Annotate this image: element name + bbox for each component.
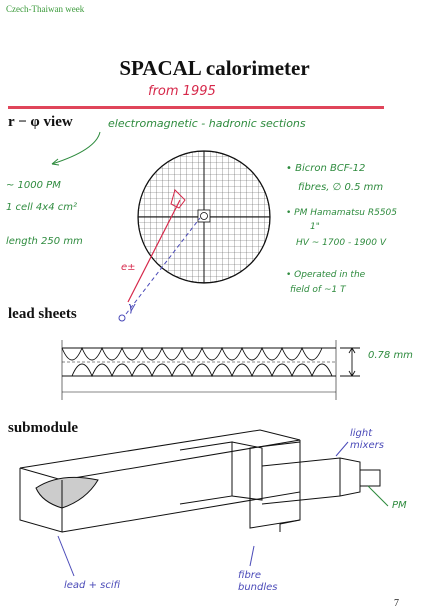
length-note: length 250 mm xyxy=(6,236,83,247)
particle-gamma-label: γ xyxy=(128,300,136,314)
thickness-note: 0.78 mm xyxy=(368,350,413,361)
fibre-bundles-note: fibre bundles xyxy=(238,570,278,593)
page-title: SPACAL calorimeter xyxy=(119,56,310,80)
particle-electron-label: e± xyxy=(121,262,136,273)
em-note-arrow xyxy=(52,132,100,164)
fibre-bundles-arrow xyxy=(250,546,254,566)
beam-hole xyxy=(198,210,210,222)
lead-scifi-arrow xyxy=(58,536,74,576)
bicron-note-2: fibres, ∅ 0.5 mm xyxy=(298,182,384,193)
bicron-note-1: • Bicron BCF-12 xyxy=(286,163,366,174)
section-submodule: submodule xyxy=(8,420,79,436)
operated-note-1: • Operated in the xyxy=(286,270,366,280)
subtitle-handwritten: from 1995 xyxy=(148,84,216,99)
submodule-diagram xyxy=(20,430,380,532)
lead-scifi-note: lead + scifi xyxy=(64,580,121,591)
pm-label-note: PM xyxy=(392,500,407,511)
pm-note-2: 1" xyxy=(310,222,320,232)
light-mixers-arrow xyxy=(336,442,348,456)
pm-arrow xyxy=(368,486,388,506)
header-tag: Czech-Thaiwan week xyxy=(6,4,85,14)
operated-note-2: field of ~1 T xyxy=(290,285,346,295)
cell-note: 1 cell 4x4 cm² xyxy=(6,202,77,213)
light-mixers-note: light mixers xyxy=(350,428,384,451)
lead-sheets-diagram xyxy=(62,340,360,400)
page-number: 7 xyxy=(394,598,399,609)
section-rphi-view: r − φ view xyxy=(8,114,73,130)
pm-note-1: • PM Hamamatsu R5505 xyxy=(286,208,398,218)
hv-note: HV ~ 1700 - 1900 V xyxy=(296,238,386,248)
pm-count-note: ~ 1000 PM xyxy=(6,180,61,191)
em-had-note: electromagnetic - hadronic sections xyxy=(108,117,306,130)
section-lead-sheets: lead sheets xyxy=(8,306,77,322)
